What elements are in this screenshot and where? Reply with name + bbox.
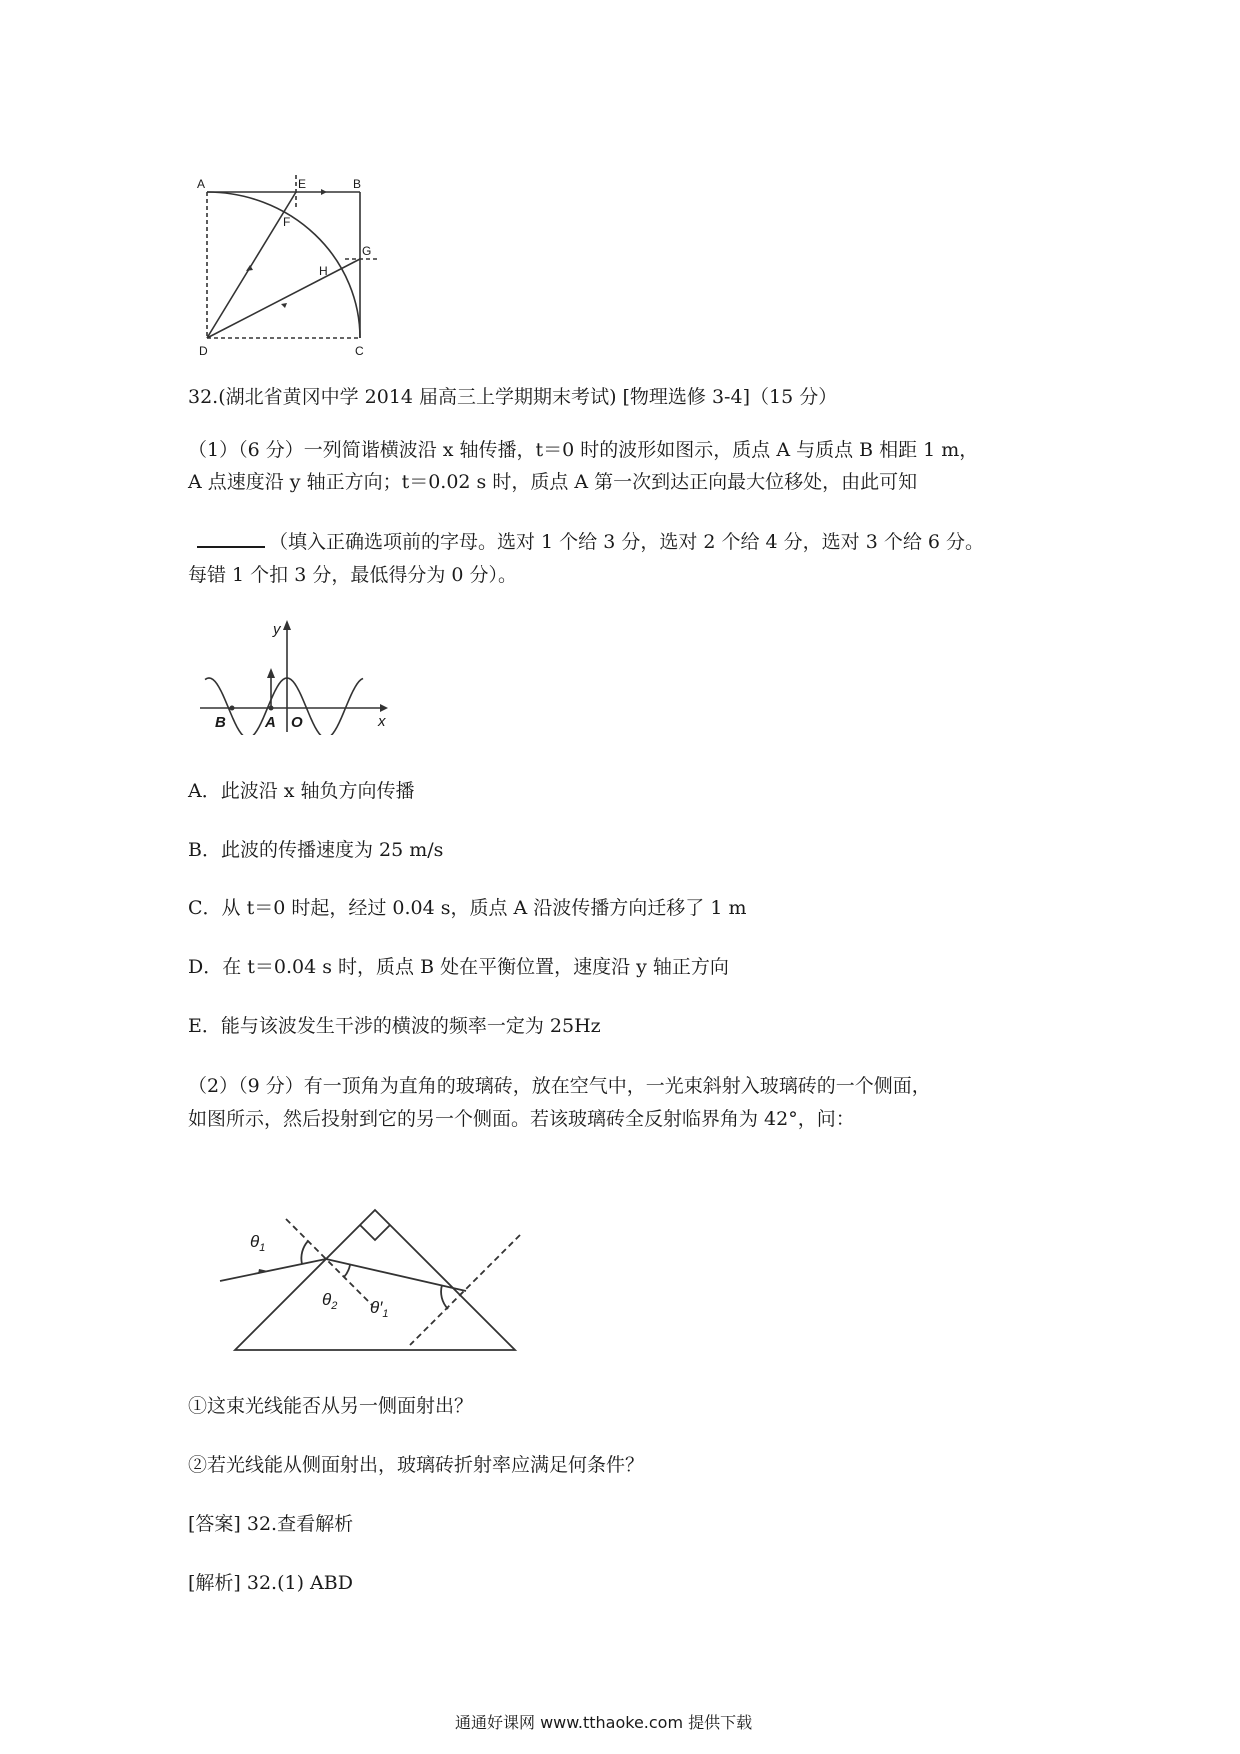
part1-line2: A 点速度沿 y 轴正方向；t＝0.02 s 时，质点 A 第一次到达正向最大位移处，由此可知 — [188, 471, 918, 493]
label-H: H — [319, 264, 328, 278]
instruction-line2: 每错 1 个扣 3 分，最低得分为 0 分）。 — [188, 564, 518, 586]
sub-question-1: ①这束光线能否从另一侧面射出？ — [188, 1395, 474, 1417]
analysis-line: [解析] 32.(1) ABD — [188, 1572, 353, 1594]
part2-line1: （2）（9 分）有一顶角为直角的玻璃砖，放在空气中，一光束斜射入玻璃砖的一个侧面， — [188, 1075, 931, 1097]
label-A: A — [197, 177, 206, 191]
theta1-label: $\theta_1$ — [250, 1232, 266, 1254]
label-D: D — [199, 344, 208, 358]
quarter-circle-figure — [195, 170, 395, 370]
label-F: F — [283, 215, 291, 229]
wave-label-x: x — [378, 713, 386, 730]
wave-label-O: O — [291, 714, 303, 731]
wave-label-y: y — [273, 621, 281, 638]
label-C: C — [355, 344, 364, 358]
instruction-line1 — [197, 528, 984, 556]
theta2-label: $\theta_2$ — [322, 1290, 338, 1312]
wave-curve — [205, 678, 363, 735]
answer-line: [答案] 32.查看解析 — [188, 1513, 354, 1535]
footer: 通通好课网 www.tthaoke.com 提供下载 — [455, 1713, 753, 1732]
answer-blank — [197, 528, 265, 548]
wave-figure — [195, 620, 395, 735]
theta1-prime-label: $\theta'_1$ — [370, 1298, 389, 1320]
question-title: 32.(湖北省黄冈中学 2014 届高三上学期期末考试) [物理选修 3-4]（15 分） — [188, 386, 838, 408]
wave-label-B: B — [215, 714, 226, 731]
option-e: E．能与该波发生干涉的横波的频率一定为 25Hz — [188, 1015, 601, 1037]
label-E: E — [298, 177, 307, 191]
option-a: A．此波沿 x 轴负方向传播 — [188, 780, 415, 802]
option-c: C．从 t＝0 时起，经过 0.04 s，质点 A 沿波传播方向迁移了 1 m — [188, 897, 747, 919]
prism-figure — [210, 1185, 530, 1360]
option-b: B．此波的传播速度为 25 m/s — [188, 839, 444, 861]
part1-line1: （1）（6 分）一列简谐横波沿 x 轴传播，t＝0 时的波形如图示，质点 A 与质点 B 相距 1 m， — [188, 439, 979, 461]
instruction-text: （填入正确选项前的字母。选对 1 个给 3 分，选对 2 个给 4 分，选对 3 个给 6 分。 — [269, 531, 985, 553]
option-d: D．在 t＝0.04 s 时，质点 B 处在平衡位置，速度沿 y 轴正方向 — [188, 956, 729, 978]
label-B: B — [353, 177, 362, 191]
label-G: G — [362, 244, 372, 258]
sub-question-2: ②若光线能从侧面射出，玻璃砖折射率应满足何条件？ — [188, 1454, 645, 1476]
part2-line2: 如图所示，然后投射到它的另一个侧面。若该玻璃砖全反射临界角为 42°，问： — [188, 1108, 855, 1130]
wave-label-A: A — [265, 714, 276, 731]
